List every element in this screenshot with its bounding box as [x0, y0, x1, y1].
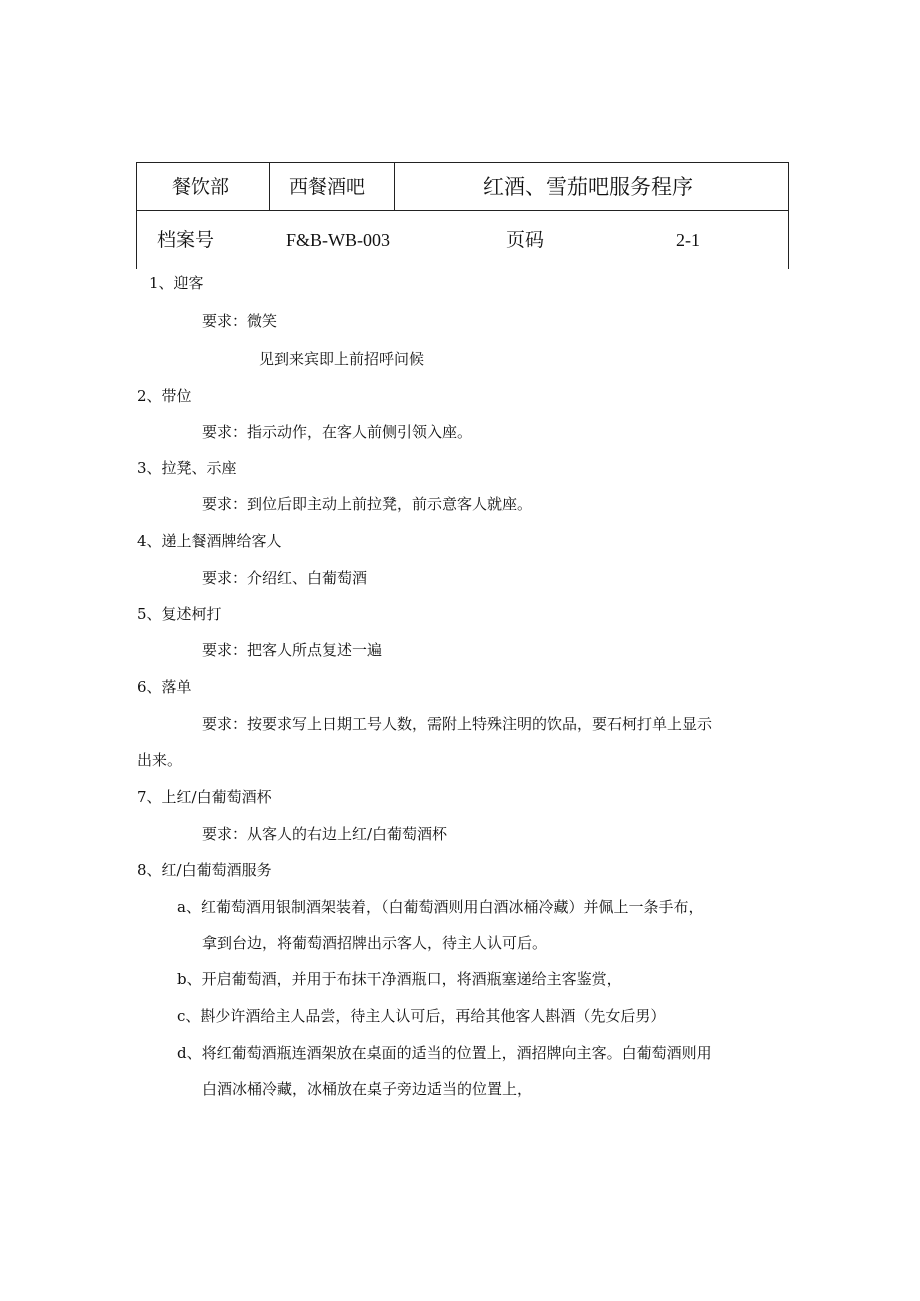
- step-6-title: 6、落单: [137, 678, 192, 696]
- page-value: 2-1: [676, 230, 700, 250]
- outlet-cell: 西餐酒吧: [289, 176, 366, 198]
- page-label: 页码: [506, 229, 545, 251]
- step-8-item-d-continued: 白酒冰桶冷藏，冰桶放在桌子旁边适当的位置上，: [202, 1080, 533, 1098]
- step-8-title: 8、红/白葡萄酒服务: [137, 861, 272, 879]
- table-border-left: [136, 162, 137, 269]
- step-5-requirement: 要求：把客人所点复述一遍: [202, 641, 383, 659]
- table-border-middle: [136, 210, 789, 211]
- step-8-item-a: a、红葡萄酒用银制酒架装着，（白葡萄酒则用白酒冰桶冷藏）并佩上一条手布，: [177, 898, 704, 916]
- step-5-title: 5、复述柯打: [137, 605, 222, 623]
- step-8-item-b: b、开启葡萄酒，并用于布抹干净酒瓶口，将酒瓶塞递给主客鉴赏，: [177, 970, 622, 988]
- header-table: [136, 162, 789, 269]
- step-6-requirement: 要求：按要求写上日期工号人数，需附上特殊注明的饮品，要石柯打单上显示: [202, 715, 713, 733]
- step-1-requirement: 要求：微笑: [202, 312, 278, 330]
- file-no-label: 档案号: [157, 229, 215, 251]
- step-8-item-a-continued: 拿到台边，将葡萄酒招牌出示客人，待主人认可后。: [202, 934, 548, 952]
- step-3-title: 3、拉凳、示座: [137, 459, 237, 477]
- step-6-requirement-continued: 出来。: [137, 751, 183, 769]
- step-7-title: 7、上红/白葡萄酒杯: [137, 788, 272, 806]
- table-border-right: [788, 162, 789, 269]
- step-8-item-c: c、斟少许酒给主人品尝，待主人认可后，再给其他客人斟酒（先女后男）: [177, 1007, 666, 1025]
- step-2-title: 2、带位: [137, 387, 192, 405]
- table-border-top: [136, 162, 789, 163]
- step-8-item-d: d、将红葡萄酒瓶连酒架放在桌面的适当的位置上，酒招牌向主客。白葡萄酒则用: [177, 1044, 712, 1062]
- file-no-value: F&B-WB-003: [286, 230, 391, 250]
- step-1-title: 1、迎客: [149, 274, 204, 292]
- step-1-requirement-detail: 见到来宾即上前招呼问候: [259, 350, 425, 368]
- step-4-title: 4、递上餐酒牌给客人: [137, 532, 282, 550]
- step-2-requirement: 要求：指示动作，在客人前侧引领入座。: [202, 423, 473, 441]
- step-7-requirement: 要求：从客人的右边上红/白葡萄酒杯: [202, 825, 448, 843]
- department-cell: 餐饮部: [172, 176, 230, 198]
- document-title: 红酒、雪茄吧服务程序: [483, 175, 693, 199]
- table-divider-1: [269, 162, 270, 210]
- step-4-requirement: 要求：介绍红、白葡萄酒: [202, 569, 368, 587]
- step-3-requirement: 要求：到位后即主动上前拉凳，前示意客人就座。: [202, 495, 533, 513]
- table-divider-2: [394, 162, 395, 210]
